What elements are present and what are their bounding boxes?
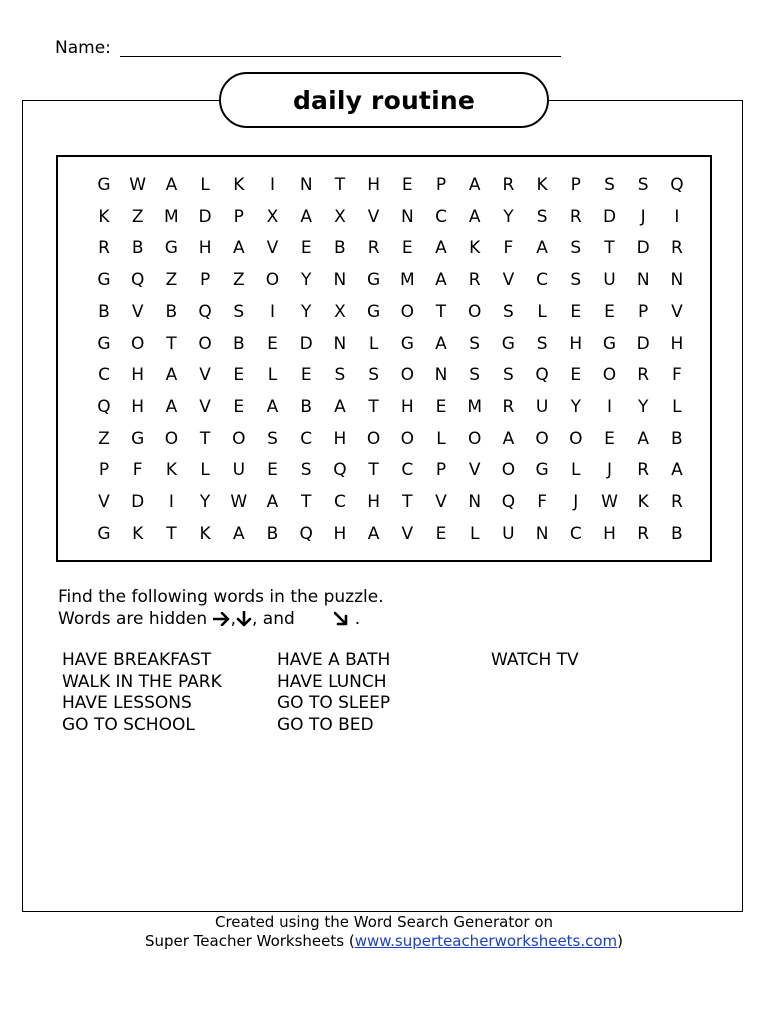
- grid-letter: B: [671, 428, 683, 449]
- grid-letter: Y: [503, 206, 514, 227]
- grid-letter: E: [401, 175, 413, 195]
- grid-letter: O: [535, 428, 549, 449]
- grid-letter: Q: [130, 270, 145, 291]
- grid-letter: A: [435, 333, 447, 354]
- grid-letter: O: [569, 428, 583, 449]
- footer-prefix: Super Teacher Worksheets (: [144, 932, 355, 950]
- grid-letter: N: [434, 365, 448, 386]
- grid-letter: V: [367, 206, 380, 227]
- grid-letter: R: [637, 523, 650, 544]
- grid-letter: H: [400, 396, 414, 417]
- grid-letter: A: [165, 396, 178, 417]
- grid-letter: J: [606, 460, 612, 481]
- grid-letter: I: [269, 301, 275, 322]
- grid-letter: G: [164, 238, 178, 259]
- grid-letter: N: [468, 492, 482, 512]
- grid-letter: D: [636, 238, 650, 259]
- grid-letter: C: [536, 270, 549, 291]
- grid-letter: G: [501, 333, 515, 354]
- grid-letter: S: [368, 365, 379, 386]
- grid-letter: B: [232, 333, 245, 354]
- grid-letter: K: [199, 523, 211, 544]
- grid-letter: F: [537, 492, 547, 512]
- grid-letter: M: [164, 206, 179, 227]
- grid-letter: L: [200, 175, 210, 195]
- grid-letter: X: [334, 301, 346, 322]
- grid-letter: Y: [300, 270, 312, 291]
- grid-letter: W: [601, 492, 618, 512]
- grid-letter: D: [198, 206, 212, 227]
- grid-letter: T: [166, 333, 177, 354]
- grid-letter: D: [131, 492, 145, 512]
- grid-letter: S: [570, 270, 582, 291]
- grid-letter: P: [435, 460, 447, 481]
- grid-letter: K: [165, 460, 177, 481]
- word-item: HAVE A BATH: [277, 650, 391, 670]
- grid-letter: N: [535, 523, 549, 544]
- grid-letter: R: [670, 492, 683, 512]
- grid-letter: A: [266, 396, 279, 417]
- grid-letter: M: [467, 396, 483, 417]
- and-text: , and: [251, 609, 295, 629]
- footer-link[interactable]: www.superteacherworksheets.com: [354, 932, 618, 950]
- grid-letter: O: [198, 333, 212, 354]
- grid-letter: I: [674, 206, 680, 227]
- footer-suffix: ): [617, 932, 624, 950]
- grid-letter: B: [98, 301, 110, 322]
- grid-letter: T: [199, 428, 211, 449]
- period: .: [354, 609, 361, 629]
- footer-line-2: [0, 932, 768, 951]
- grid-letter: Y: [637, 396, 649, 417]
- grid-letter: A: [502, 428, 515, 449]
- grid-letter: A: [232, 238, 245, 259]
- grid-letter: K: [536, 175, 548, 195]
- grid-letter: A: [468, 206, 481, 227]
- grid-letter: A: [266, 492, 279, 512]
- grid-letter: V: [98, 492, 110, 512]
- grid-letter: S: [604, 175, 615, 195]
- grid-letter: N: [670, 270, 684, 291]
- word-list-column-1: [62, 650, 222, 736]
- grid-letter: S: [637, 175, 649, 195]
- grid-letter: O: [467, 301, 482, 322]
- grid-letter: V: [502, 270, 515, 291]
- grid-letter: U: [535, 396, 549, 417]
- grid-letter: A: [671, 460, 683, 481]
- grid-letter: T: [402, 492, 413, 512]
- grid-letter: F: [503, 238, 514, 259]
- grid-letter: T: [368, 460, 379, 481]
- grid-letter: N: [333, 333, 347, 354]
- grid-letter: S: [536, 206, 548, 227]
- grid-letter: I: [168, 492, 174, 512]
- grid-letter: D: [636, 333, 650, 354]
- grid-letter: T: [166, 523, 177, 544]
- word-item: HAVE LESSONS: [62, 693, 192, 713]
- grid-letter: K: [637, 492, 649, 512]
- grid-letter: Z: [131, 206, 144, 227]
- grid-letter: O: [164, 428, 179, 449]
- grid-letter: O: [232, 428, 246, 449]
- grid-letter: O: [400, 301, 414, 322]
- grid-letter: O: [602, 365, 617, 386]
- grid-letter: H: [367, 175, 380, 195]
- name-label: Name:: [55, 38, 111, 58]
- grid-letter: G: [602, 333, 617, 354]
- word-item: GO TO BED: [277, 714, 374, 735]
- grid-letter: V: [671, 301, 683, 322]
- grid-letter: K: [132, 523, 144, 544]
- grid-letter: H: [670, 333, 684, 354]
- grid-letter: V: [199, 396, 211, 417]
- grid-letter: V: [468, 460, 481, 481]
- grid-letter: P: [570, 175, 581, 195]
- grid-letter: Q: [333, 460, 347, 481]
- grid-letter: A: [536, 238, 548, 259]
- grid-letter: G: [367, 301, 381, 322]
- grid-letter: N: [333, 270, 347, 291]
- grid-letter: I: [606, 396, 612, 417]
- grid-letter: P: [199, 270, 211, 291]
- word-item: GO TO SLEEP: [277, 693, 391, 713]
- grid-letter: O: [467, 428, 482, 449]
- grid-letter: T: [368, 396, 379, 417]
- grid-letter: S: [570, 238, 582, 259]
- grid-letter: L: [469, 523, 480, 544]
- grid-letter: N: [400, 206, 414, 227]
- grid-letter: H: [198, 238, 212, 259]
- footer: [0, 913, 768, 951]
- grid-letter: S: [502, 365, 514, 386]
- grid-letter: Z: [98, 428, 110, 449]
- grid-letter: W: [230, 492, 248, 512]
- grid-letter: B: [300, 396, 313, 417]
- grid-letter: L: [200, 460, 210, 481]
- grid-letter: A: [165, 365, 178, 386]
- grid-letter: N: [636, 270, 650, 291]
- grid-letter: A: [637, 428, 649, 449]
- grid-letter: P: [98, 460, 110, 481]
- grid-letter: O: [400, 428, 414, 449]
- word-list-column-3: [491, 650, 579, 672]
- grid-letter: S: [469, 365, 481, 386]
- grid-letter: V: [131, 301, 144, 322]
- grid-letter: A: [334, 396, 346, 417]
- grid-letter: P: [435, 175, 447, 195]
- grid-letter: Y: [300, 301, 312, 322]
- grid-letter: G: [367, 270, 381, 291]
- grid-letter: E: [267, 460, 278, 481]
- grid-letter: P: [233, 206, 244, 227]
- grid-letter: E: [435, 523, 447, 544]
- grid-letter: S: [267, 428, 278, 449]
- grid-letter: Q: [299, 523, 313, 544]
- grid-letter: H: [367, 492, 380, 512]
- grid-letter: F: [672, 365, 682, 386]
- grid-letter: A: [232, 523, 245, 544]
- grid-letter: X: [334, 206, 346, 227]
- arrow-down-icon: [236, 611, 252, 627]
- grid-letter: E: [233, 396, 245, 417]
- grid-letter: Q: [198, 301, 212, 322]
- grid-letter: Q: [97, 396, 111, 417]
- grid-letter: A: [435, 238, 447, 259]
- grid-letter: A: [165, 175, 178, 195]
- arrow-right-icon: [213, 612, 231, 626]
- grid-letter: B: [131, 238, 144, 259]
- grid-letter: O: [130, 333, 145, 354]
- grid-letter: L: [436, 428, 446, 449]
- grid-letter: O: [501, 460, 516, 481]
- grid-letter: A: [300, 206, 312, 227]
- grid-letter: C: [98, 365, 110, 386]
- grid-letter: F: [132, 460, 143, 481]
- grid-letter: Z: [232, 270, 245, 291]
- grid-letter: R: [468, 270, 481, 291]
- grid-letter: M: [399, 270, 415, 291]
- grid-letter: S: [233, 301, 245, 322]
- grid-letter: V: [199, 365, 211, 386]
- grid-letter: E: [570, 365, 582, 386]
- grid-letter: R: [502, 396, 515, 417]
- worksheet-title: daily routine: [219, 72, 549, 128]
- grid-letter: U: [232, 460, 246, 481]
- grid-letter: G: [131, 428, 145, 449]
- grid-letter: U: [603, 270, 616, 291]
- grid-letter: S: [334, 365, 346, 386]
- grid-letter: V: [435, 492, 447, 512]
- grid-letter: T: [300, 492, 312, 512]
- grid-letter: B: [266, 523, 279, 544]
- grid-letter: G: [97, 523, 111, 544]
- grid-letter: O: [400, 365, 414, 386]
- word-item: WALK IN THE PARK: [62, 671, 222, 692]
- word-item: WATCH TV: [491, 650, 579, 670]
- instructions-line-2: [58, 608, 384, 630]
- grid-letter: T: [604, 238, 615, 259]
- instructions: [58, 586, 384, 630]
- grid-letter: L: [571, 460, 581, 481]
- comma-1: ,: [230, 609, 236, 629]
- grid-letter: S: [536, 333, 548, 354]
- grid-letter: D: [602, 206, 617, 227]
- grid-letter: A: [468, 175, 481, 195]
- grid-letter: E: [604, 428, 615, 449]
- grid-letter: U: [502, 523, 515, 544]
- grid-letter: K: [469, 238, 481, 259]
- grid-letter: G: [97, 175, 111, 195]
- grid-letter: P: [638, 301, 649, 322]
- grid-letter: V: [401, 523, 414, 544]
- grid-letter: E: [233, 365, 245, 386]
- grid-letter: E: [604, 301, 615, 322]
- grid-letter: E: [435, 396, 447, 417]
- grid-letter: Y: [570, 396, 581, 417]
- grid-letter: Y: [199, 492, 211, 512]
- letter-grid: [56, 155, 712, 562]
- word-item: HAVE BREAKFAST: [62, 650, 212, 670]
- grid-letter: G: [400, 333, 414, 354]
- grid-letter: X: [266, 206, 279, 227]
- word-list-column-2: [277, 650, 390, 736]
- grid-letter: R: [637, 365, 650, 386]
- grid-letter: L: [267, 365, 278, 386]
- footer-line-1: Created using the Word Search Generator on: [214, 913, 554, 931]
- grid-letter: W: [129, 175, 147, 195]
- grid-letter: A: [435, 270, 447, 291]
- grid-letter: Q: [501, 492, 516, 512]
- grid-letter: I: [269, 175, 275, 195]
- arrow-down-right-icon: [333, 611, 349, 627]
- grid-letter: C: [569, 523, 582, 544]
- name-field-line[interactable]: [120, 56, 561, 57]
- grid-letter: B: [165, 301, 178, 322]
- grid-letter: R: [502, 175, 515, 195]
- grid-letter: C: [333, 492, 346, 512]
- instructions-prefix: Words are hidden: [58, 609, 208, 629]
- grid-letter: S: [469, 333, 481, 354]
- grid-letter: R: [367, 238, 380, 259]
- grid-letter: T: [334, 175, 346, 195]
- grid-letter: C: [435, 206, 447, 227]
- instructions-line-1: Find the following words in the puzzle.: [58, 587, 384, 607]
- grid-letter: S: [502, 301, 514, 322]
- grid-letter: H: [333, 523, 347, 544]
- grid-letter: K: [98, 206, 110, 227]
- grid-letter: L: [368, 333, 379, 354]
- grid-letter: E: [300, 238, 312, 259]
- grid-letter: E: [401, 238, 413, 259]
- grid-letter: J: [573, 492, 579, 512]
- grid-letter: D: [299, 333, 313, 354]
- grid-letter: H: [131, 396, 145, 417]
- grid-letter: R: [98, 238, 110, 259]
- grid-letter: R: [569, 206, 582, 227]
- word-item: HAVE LUNCH: [277, 671, 387, 692]
- grid-letter: L: [672, 396, 682, 417]
- grid-letter: Z: [165, 270, 178, 291]
- grid-letter: N: [299, 175, 313, 195]
- grid-letter: E: [300, 365, 312, 386]
- grid-letter: S: [300, 460, 312, 481]
- word-item: GO TO SCHOOL: [62, 714, 195, 735]
- grid-letter: C: [401, 460, 414, 481]
- grid-letter: B: [334, 238, 346, 259]
- grid-letter: A: [367, 523, 380, 544]
- grid-letter: B: [671, 523, 683, 544]
- grid-letter: H: [131, 365, 145, 386]
- grid-letter: V: [266, 238, 279, 259]
- grid-letter: G: [97, 333, 111, 354]
- grid-letter: E: [570, 301, 582, 322]
- grid-letter: H: [603, 523, 616, 544]
- grid-letter: O: [366, 428, 381, 449]
- grid-letter: E: [267, 333, 278, 354]
- grid-letter: R: [670, 238, 683, 259]
- grid-letter: Q: [670, 175, 684, 195]
- grid-letter: G: [97, 270, 111, 291]
- grid-letter: K: [233, 175, 245, 195]
- grid-letter: L: [537, 301, 547, 322]
- grid-letter: T: [435, 301, 447, 322]
- grid-letter: Q: [535, 365, 549, 386]
- grid-letter: J: [640, 206, 646, 227]
- grid-letter: H: [569, 333, 583, 354]
- grid-letter: O: [265, 270, 280, 291]
- grid-letter: R: [637, 460, 650, 481]
- grid-letter: C: [300, 428, 313, 449]
- grid-letter: H: [333, 428, 347, 449]
- grid-letter: G: [535, 460, 549, 481]
